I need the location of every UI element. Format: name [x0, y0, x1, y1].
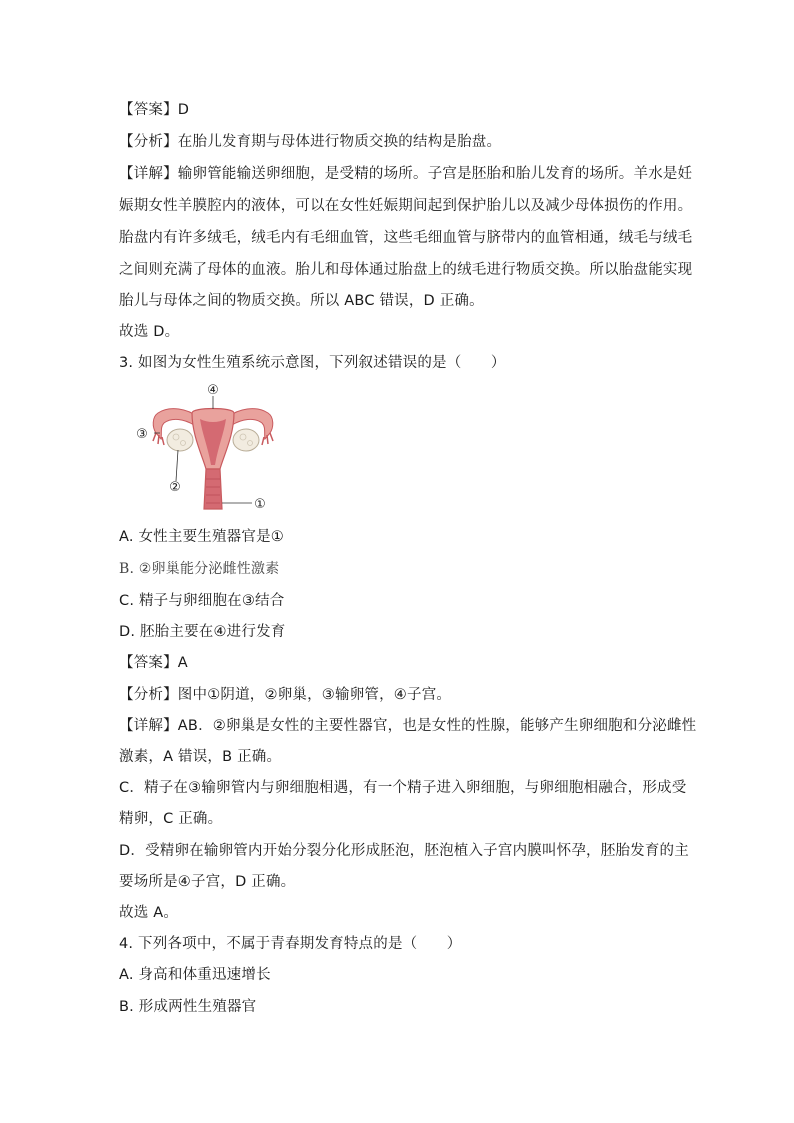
detail-2-line-3: 胎盘内有许多绒毛，绒毛内有毛细血管，这些毛细血管与脐带内的血管相通，绒毛与绒毛 — [119, 230, 693, 246]
label-4: ④ — [207, 383, 219, 398]
label-3: ③ — [136, 427, 148, 442]
left-ovary — [167, 429, 193, 451]
detail-3-line-3: C．精子在③输卵管内与卵细胞相遇，有一个精子进入卵细胞，与卵细胞相融合，形成受 — [119, 780, 687, 796]
right-ovary — [233, 429, 259, 451]
choice-3: 故选 A。 — [119, 905, 179, 921]
detail-3-line-6: 要场所是④子宫，D 正确。 — [119, 874, 296, 890]
label-2: ② — [169, 480, 181, 495]
option-4b: B. 形成两性生殖器官 — [119, 999, 257, 1015]
label-1: ① — [254, 497, 266, 512]
option-3b: B. ②卵巢能分泌雌性激素 — [119, 561, 280, 577]
analysis-2: 【分析】在胎儿发育期与母体进行物质交换的结构是胎盘。 — [119, 134, 502, 150]
detail-2-line-5: 胎儿与母体之间的物质交换。所以 ABC 错误，D 正确。 — [119, 293, 484, 309]
option-3c: C. 精子与卵细胞在③结合 — [119, 593, 285, 609]
option-3a: A. 女性主要生殖器官是① — [119, 529, 284, 545]
question-4: 4. 下列各项中，不属于青春期发育特点的是（ ） — [119, 936, 462, 952]
question-3: 3. 如图为女性生殖系统示意图，下列叙述错误的是（ ） — [119, 355, 506, 371]
detail-3-line-5: D．受精卵在输卵管内开始分裂分化形成胚泡，胚泡植入子宫内膜叫怀孕，胚胎发育的主 — [119, 843, 689, 859]
choice-2: 故选 D。 — [119, 324, 180, 340]
detail-3-line-1: 【详解】AB．②卵巢是女性的主要性器官，也是女性的性腺，能够产生卵细胞和分泌雌性 — [119, 718, 697, 734]
answer-2: 【答案】D — [119, 102, 190, 118]
analysis-3: 【分析】图中①阴道，②卵巢，③输卵管，④子宫。 — [119, 687, 452, 703]
female-reproductive-system-diagram — [136, 383, 278, 513]
detail-2-line-4: 之间则充满了母体的血液。胎儿和母体通过胎盘上的绒毛进行物质交换。所以胎盘能实现 — [119, 262, 693, 278]
detail-2-line-2: 娠期女性羊膜腔内的液体，可以在女性妊娠期间起到保护胎儿以及减少母体损伤的作用。 — [119, 198, 693, 214]
answer-3: 【答案】A — [119, 655, 188, 671]
detail-3-line-2: 激素，A 错误，B 正确。 — [119, 749, 282, 765]
option-3d: D. 胚胎主要在④进行发育 — [119, 624, 286, 640]
detail-3-line-4: 精卵，C 正确。 — [119, 811, 223, 827]
option-4a: A. 身高和体重迅速增长 — [119, 967, 271, 983]
detail-2-line-1: 【详解】输卵管能输送卵细胞，是受精的场所。子宫是胚胎和胎儿发育的场所。羊水是妊 — [119, 166, 693, 182]
